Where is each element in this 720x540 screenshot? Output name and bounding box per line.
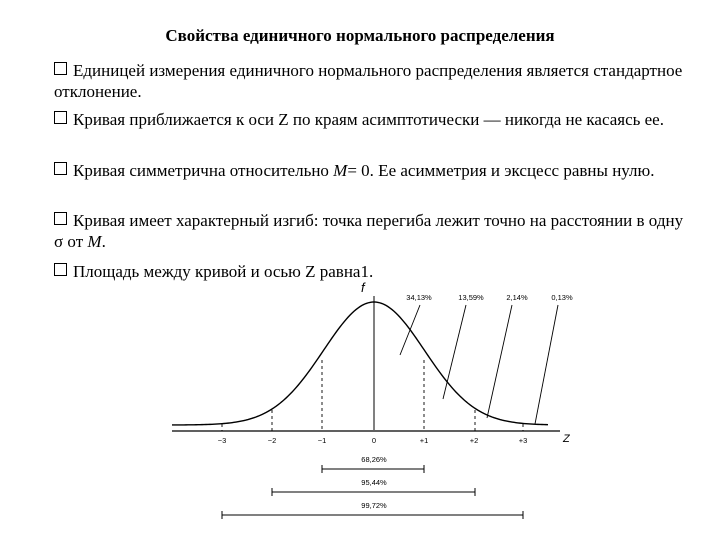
bullet-1 — [54, 60, 684, 102]
bullet-4-var: M — [87, 232, 102, 251]
bullet-2-text: Кривая приближается к оси Z по краям асимптотически — никогда не касаясь ее. — [73, 110, 664, 129]
bullet-box-icon — [54, 62, 67, 75]
bullet-box-icon — [54, 263, 67, 276]
page-title: Свойства единичного нормального распределения — [165, 26, 555, 45]
tick-label: 0 — [371, 436, 377, 445]
percentage-label: 2,14% — [506, 293, 528, 302]
tick-label: −3 — [217, 436, 227, 445]
z-axis-label: Z — [563, 433, 570, 445]
bullet-3-text-pre: Кривая симметрична относительно — [73, 161, 334, 180]
bullet-5-text: Площадь между кривой и осью Z равна1. — [73, 262, 374, 281]
sigma-guides — [222, 360, 523, 431]
normal-distribution-figure — [150, 278, 573, 528]
bullet-4-sigma: σ — [54, 232, 64, 251]
bullet-3-text-post: = 0. Ее асимметрия и эксцесс равны нулю. — [347, 161, 655, 180]
interval-label: 95,44% — [361, 478, 387, 487]
tick-label: +3 — [518, 436, 528, 445]
interval-label: 99,72% — [361, 501, 387, 510]
percentage-label: 0,13% — [551, 293, 573, 302]
percentage-label: 13,59% — [458, 293, 484, 302]
f-axis-label: f — [361, 280, 365, 295]
leader-line — [535, 305, 558, 424]
bullet-box-icon — [54, 212, 67, 225]
bullet-4-text-mid: от — [63, 232, 88, 251]
bullet-box-icon — [54, 111, 67, 124]
interval-label: 68,26% — [361, 455, 387, 464]
leader-line — [487, 305, 512, 418]
bullet-1-text: Единицей измерения единичного нормального распределения является стандартное отклонение. — [54, 61, 683, 101]
bullet-2 — [54, 109, 684, 130]
bullet-4-text-post: . — [101, 232, 106, 251]
tick-label: −1 — [317, 436, 327, 445]
leader-line — [443, 305, 466, 399]
tick-label: −2 — [267, 436, 277, 445]
bullet-box-icon — [54, 162, 67, 175]
bullet-4-text-pre: Кривая имеет характерный изгиб: точка перегиба лежит точно на расстоянии в одну — [73, 211, 684, 230]
percentage-label: 34,13% — [406, 293, 432, 302]
leader-line — [400, 305, 420, 355]
tick-label: +1 — [419, 436, 429, 445]
bullet-3-var: M — [333, 161, 348, 180]
normal-curve — [172, 302, 548, 425]
tick-label: +2 — [469, 436, 479, 445]
bullet-3 — [54, 160, 684, 181]
bullet-4 — [54, 210, 684, 252]
